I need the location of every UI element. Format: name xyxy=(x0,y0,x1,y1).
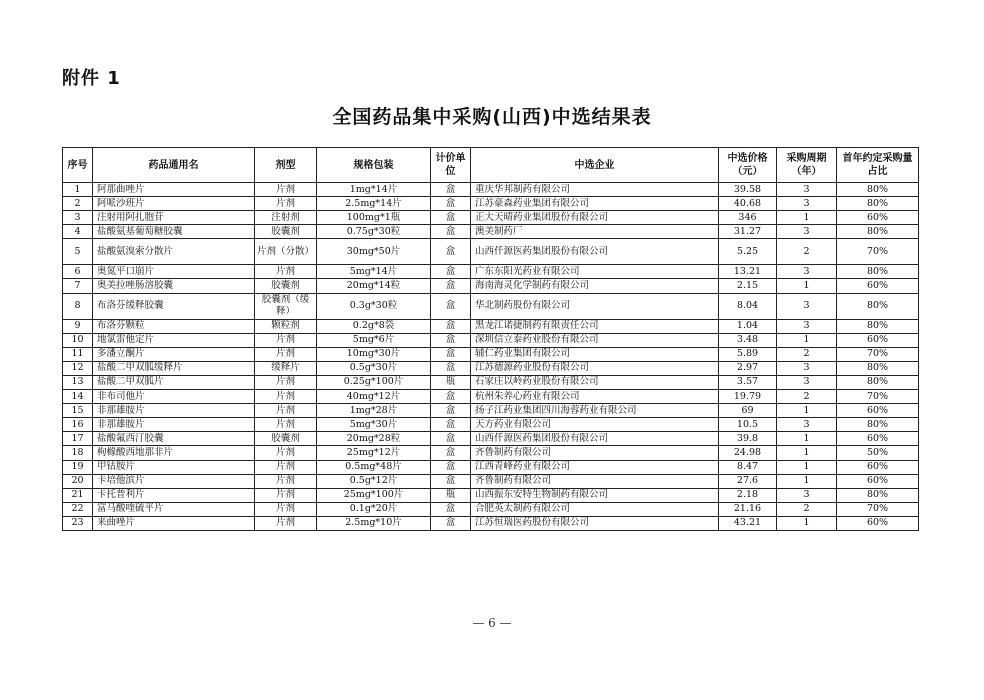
cell-company: 深圳信立泰药业股份有限公司 xyxy=(471,333,719,347)
table-row xyxy=(63,183,919,197)
cell-unit: 盒 xyxy=(431,347,471,361)
cell-form: 胶囊剂（缓释） xyxy=(255,293,317,319)
cell-spec: 2.5mg*10片 xyxy=(317,516,431,530)
cell-price: 2.97 xyxy=(719,361,777,375)
cell-price: 1.04 xyxy=(719,319,777,333)
cell-form: 胶囊剂 xyxy=(255,225,317,239)
cell-ratio: 60% xyxy=(837,279,919,293)
table-row xyxy=(63,239,919,265)
cell-unit: 盒 xyxy=(431,225,471,239)
cell-name: 注射用阿扎胞苷 xyxy=(93,211,255,225)
cell-name: 盐酸二甲双胍片 xyxy=(93,375,255,389)
cell-ratio: 50% xyxy=(837,446,919,460)
cell-unit: 盒 xyxy=(431,293,471,319)
table-row xyxy=(63,432,919,446)
cell-cycle: 1 xyxy=(777,333,837,347)
cell-no: 12 xyxy=(63,361,93,375)
cell-company: 辅仁药业集团有限公司 xyxy=(471,347,719,361)
cell-company: 江西青峰药业有限公司 xyxy=(471,460,719,474)
cell-company: 杭州朱养心药业有限公司 xyxy=(471,390,719,404)
cell-no: 11 xyxy=(63,347,93,361)
cell-cycle: 1 xyxy=(777,404,837,418)
cell-unit: 盒 xyxy=(431,333,471,347)
table-row xyxy=(63,390,919,404)
cell-form: 片剂（分散） xyxy=(255,239,317,265)
cell-unit: 盒 xyxy=(431,418,471,432)
cell-cycle: 3 xyxy=(777,488,837,502)
cell-name: 卡托普利片 xyxy=(93,488,255,502)
cell-no: 21 xyxy=(63,488,93,502)
table-row xyxy=(63,333,919,347)
cell-price: 21.16 xyxy=(719,502,777,516)
cell-form: 片剂 xyxy=(255,404,317,418)
cell-form: 片剂 xyxy=(255,333,317,347)
table-row xyxy=(63,418,919,432)
attachment-label: 附件 1 xyxy=(62,68,121,89)
cell-cycle: 1 xyxy=(777,516,837,530)
cell-ratio: 70% xyxy=(837,390,919,404)
cell-ratio: 80% xyxy=(837,265,919,279)
cell-company: 江苏德源药业股份有限公司 xyxy=(471,361,719,375)
cell-unit: 盒 xyxy=(431,432,471,446)
cell-ratio: 60% xyxy=(837,432,919,446)
cell-no: 18 xyxy=(63,446,93,460)
cell-cycle: 3 xyxy=(777,418,837,432)
cell-cycle: 2 xyxy=(777,239,837,265)
cell-company: 齐鲁制药有限公司 xyxy=(471,474,719,488)
cell-company: 华北制药股份有限公司 xyxy=(471,293,719,319)
cell-price: 19.79 xyxy=(719,390,777,404)
cell-company: 江苏恒瑞医药股份有限公司 xyxy=(471,516,719,530)
cell-spec: 30mg*50片 xyxy=(317,239,431,265)
table-row xyxy=(63,361,919,375)
cell-cycle: 1 xyxy=(777,474,837,488)
cell-price: 10.5 xyxy=(719,418,777,432)
cell-price: 8.04 xyxy=(719,293,777,319)
cell-cycle: 1 xyxy=(777,279,837,293)
cell-form: 片剂 xyxy=(255,375,317,389)
cell-price: 3.57 xyxy=(719,375,777,389)
cell-unit: 盒 xyxy=(431,446,471,460)
cell-spec: 0.5g*30片 xyxy=(317,361,431,375)
cell-spec: 20mg*14粒 xyxy=(317,279,431,293)
cell-price: 2.15 xyxy=(719,279,777,293)
col-header-no: 序号 xyxy=(63,148,93,183)
cell-cycle: 3 xyxy=(777,375,837,389)
cell-spec: 1mg*14片 xyxy=(317,183,431,197)
cell-cycle: 3 xyxy=(777,293,837,319)
cell-ratio: 60% xyxy=(837,460,919,474)
cell-price: 24.98 xyxy=(719,446,777,460)
table-row xyxy=(63,197,919,211)
cell-ratio: 60% xyxy=(837,474,919,488)
cell-name: 甲钴胺片 xyxy=(93,460,255,474)
col-header-form: 剂型 xyxy=(255,148,317,183)
cell-unit: 盒 xyxy=(431,502,471,516)
cell-name: 奥氮平口崩片 xyxy=(93,265,255,279)
cell-unit: 盒 xyxy=(431,211,471,225)
cell-ratio: 70% xyxy=(837,502,919,516)
cell-no: 8 xyxy=(63,293,93,319)
cell-no: 7 xyxy=(63,279,93,293)
cell-ratio: 80% xyxy=(837,293,919,319)
results-table xyxy=(62,147,919,531)
cell-form: 胶囊剂 xyxy=(255,432,317,446)
cell-no: 17 xyxy=(63,432,93,446)
cell-no: 2 xyxy=(63,197,93,211)
cell-spec: 5mg*14片 xyxy=(317,265,431,279)
cell-cycle: 3 xyxy=(777,319,837,333)
cell-no: 15 xyxy=(63,404,93,418)
cell-name: 奥美拉唑肠溶胶囊 xyxy=(93,279,255,293)
col-header-price: 中选价格（元） xyxy=(719,148,777,183)
cell-ratio: 60% xyxy=(837,211,919,225)
cell-company: 齐鲁制药有限公司 xyxy=(471,446,719,460)
table-header-row xyxy=(63,148,919,183)
cell-no: 20 xyxy=(63,474,93,488)
cell-company: 山西仟源医药集团股份有限公司 xyxy=(471,239,719,265)
cell-no: 23 xyxy=(63,516,93,530)
table-row xyxy=(63,211,919,225)
cell-unit: 盒 xyxy=(431,183,471,197)
cell-ratio: 80% xyxy=(837,183,919,197)
cell-name: 盐酸二甲双胍缓释片 xyxy=(93,361,255,375)
cell-ratio: 80% xyxy=(837,225,919,239)
cell-name: 布洛芬缓释胶囊 xyxy=(93,293,255,319)
cell-form: 片剂 xyxy=(255,474,317,488)
cell-price: 27.6 xyxy=(719,474,777,488)
cell-ratio: 80% xyxy=(837,361,919,375)
cell-cycle: 2 xyxy=(777,502,837,516)
cell-spec: 25mg*100片 xyxy=(317,488,431,502)
cell-name: 富马酸喹硫平片 xyxy=(93,502,255,516)
cell-ratio: 80% xyxy=(837,488,919,502)
cell-spec: 5mg*6片 xyxy=(317,333,431,347)
cell-unit: 盒 xyxy=(431,460,471,474)
cell-form: 胶囊剂 xyxy=(255,279,317,293)
cell-no: 13 xyxy=(63,375,93,389)
cell-name: 非那雄胺片 xyxy=(93,404,255,418)
cell-unit: 瓶 xyxy=(431,488,471,502)
cell-spec: 5mg*30片 xyxy=(317,418,431,432)
cell-no: 9 xyxy=(63,319,93,333)
table-row xyxy=(63,347,919,361)
cell-name: 卡培他滨片 xyxy=(93,474,255,488)
cell-unit: 盒 xyxy=(431,279,471,293)
cell-form: 片剂 xyxy=(255,418,317,432)
cell-no: 14 xyxy=(63,390,93,404)
cell-form: 片剂 xyxy=(255,460,317,474)
cell-no: 10 xyxy=(63,333,93,347)
cell-unit: 盒 xyxy=(431,404,471,418)
cell-company: 澳美制药厂 xyxy=(471,225,719,239)
cell-no: 5 xyxy=(63,239,93,265)
cell-name: 盐酸氨溴索分散片 xyxy=(93,239,255,265)
cell-company: 重庆华邦制药有限公司 xyxy=(471,183,719,197)
cell-cycle: 1 xyxy=(777,211,837,225)
cell-company: 山西仟源医药集团股份有限公司 xyxy=(471,432,719,446)
cell-company: 扬子江药业集团四川海蓉药业有限公司 xyxy=(471,404,719,418)
cell-price: 43.21 xyxy=(719,516,777,530)
cell-unit: 盒 xyxy=(431,474,471,488)
table-row xyxy=(63,225,919,239)
cell-unit: 盒 xyxy=(431,239,471,265)
table-row xyxy=(63,265,919,279)
table-row xyxy=(63,446,919,460)
cell-spec: 10mg*30片 xyxy=(317,347,431,361)
cell-spec: 0.75g*30粒 xyxy=(317,225,431,239)
cell-cycle: 1 xyxy=(777,432,837,446)
cell-company: 江苏豪森药业集团有限公司 xyxy=(471,197,719,211)
cell-name: 阿那曲唑片 xyxy=(93,183,255,197)
cell-spec: 0.2g*8袋 xyxy=(317,319,431,333)
cell-form: 注射剂 xyxy=(255,211,317,225)
page-number: — 6 — xyxy=(472,616,512,630)
cell-price: 3.48 xyxy=(719,333,777,347)
cell-ratio: 60% xyxy=(837,333,919,347)
cell-name: 阿哌沙班片 xyxy=(93,197,255,211)
cell-company: 山西振东安特生物制药有限公司 xyxy=(471,488,719,502)
cell-cycle: 2 xyxy=(777,390,837,404)
cell-spec: 1mg*28片 xyxy=(317,404,431,418)
col-header-company: 中选企业 xyxy=(471,148,719,183)
cell-company: 合肥英太制药有限公司 xyxy=(471,502,719,516)
table-row xyxy=(63,404,919,418)
cell-cycle: 3 xyxy=(777,265,837,279)
cell-price: 39.8 xyxy=(719,432,777,446)
cell-cycle: 1 xyxy=(777,460,837,474)
cell-spec: 0.5mg*48片 xyxy=(317,460,431,474)
cell-unit: 盒 xyxy=(431,361,471,375)
table-row xyxy=(63,516,919,530)
table-row xyxy=(63,460,919,474)
table-row xyxy=(63,279,919,293)
table-row xyxy=(63,375,919,389)
cell-unit: 盒 xyxy=(431,265,471,279)
cell-form: 片剂 xyxy=(255,390,317,404)
table-row xyxy=(63,293,919,319)
cell-form: 片剂 xyxy=(255,347,317,361)
cell-name: 盐酸氟西汀胶囊 xyxy=(93,432,255,446)
cell-cycle: 1 xyxy=(777,446,837,460)
cell-unit: 瓶 xyxy=(431,375,471,389)
cell-price: 31.27 xyxy=(719,225,777,239)
cell-company: 黑龙江诺捷制药有限责任公司 xyxy=(471,319,719,333)
cell-no: 22 xyxy=(63,502,93,516)
cell-price: 40.68 xyxy=(719,197,777,211)
table-row xyxy=(63,502,919,516)
cell-price: 39.58 xyxy=(719,183,777,197)
cell-spec: 0.3g*30粒 xyxy=(317,293,431,319)
cell-price: 5.25 xyxy=(719,239,777,265)
cell-name: 布洛芬颗粒 xyxy=(93,319,255,333)
cell-spec: 100mg*1瓶 xyxy=(317,211,431,225)
cell-form: 片剂 xyxy=(255,197,317,211)
cell-cycle: 3 xyxy=(777,361,837,375)
cell-form: 片剂 xyxy=(255,516,317,530)
cell-spec: 25mg*12片 xyxy=(317,446,431,460)
cell-form: 片剂 xyxy=(255,265,317,279)
cell-no: 6 xyxy=(63,265,93,279)
cell-ratio: 70% xyxy=(837,347,919,361)
cell-name: 地氯雷他定片 xyxy=(93,333,255,347)
cell-price: 13.21 xyxy=(719,265,777,279)
cell-company: 天方药业有限公司 xyxy=(471,418,719,432)
cell-name: 盐酸氨基葡萄糖胶囊 xyxy=(93,225,255,239)
cell-no: 19 xyxy=(63,460,93,474)
cell-unit: 盒 xyxy=(431,516,471,530)
cell-form: 颗粒剂 xyxy=(255,319,317,333)
cell-no: 1 xyxy=(63,183,93,197)
cell-spec: 20mg*28粒 xyxy=(317,432,431,446)
cell-ratio: 80% xyxy=(837,418,919,432)
cell-company: 广东东阳光药业有限公司 xyxy=(471,265,719,279)
cell-name: 枸橼酸西地那非片 xyxy=(93,446,255,460)
cell-form: 片剂 xyxy=(255,502,317,516)
cell-cycle: 3 xyxy=(777,183,837,197)
col-header-name: 药品通用名 xyxy=(93,148,255,183)
cell-form: 缓释片 xyxy=(255,361,317,375)
table-row xyxy=(63,319,919,333)
cell-name: 非布司他片 xyxy=(93,390,255,404)
cell-spec: 0.1g*20片 xyxy=(317,502,431,516)
col-header-cycle: 采购周期（年） xyxy=(777,148,837,183)
table-row xyxy=(63,488,919,502)
cell-ratio: 80% xyxy=(837,375,919,389)
cell-unit: 盒 xyxy=(431,197,471,211)
col-header-ratio: 首年约定采购量占比 xyxy=(837,148,919,183)
cell-ratio: 80% xyxy=(837,197,919,211)
cell-name: 来曲唑片 xyxy=(93,516,255,530)
cell-name: 非那雄胺片 xyxy=(93,418,255,432)
col-header-spec: 规格包装 xyxy=(317,148,431,183)
cell-company: 海南海灵化学制药有限公司 xyxy=(471,279,719,293)
cell-spec: 2.5mg*14片 xyxy=(317,197,431,211)
cell-ratio: 80% xyxy=(837,319,919,333)
cell-price: 8.47 xyxy=(719,460,777,474)
cell-price: 5.89 xyxy=(719,347,777,361)
cell-form: 片剂 xyxy=(255,446,317,460)
cell-spec: 40mg*12片 xyxy=(317,390,431,404)
cell-company: 正大天晴药业集团股份有限公司 xyxy=(471,211,719,225)
table-row xyxy=(63,474,919,488)
cell-price: 69 xyxy=(719,404,777,418)
cell-name: 多潘立酮片 xyxy=(93,347,255,361)
cell-cycle: 3 xyxy=(777,225,837,239)
cell-unit: 盒 xyxy=(431,319,471,333)
cell-no: 3 xyxy=(63,211,93,225)
cell-no: 4 xyxy=(63,225,93,239)
cell-price: 2.18 xyxy=(719,488,777,502)
col-header-unit: 计价单位 xyxy=(431,148,471,183)
cell-unit: 盒 xyxy=(431,390,471,404)
cell-cycle: 2 xyxy=(777,347,837,361)
cell-spec: 0.5g*12片 xyxy=(317,474,431,488)
cell-no: 16 xyxy=(63,418,93,432)
cell-spec: 0.25g*100片 xyxy=(317,375,431,389)
cell-form: 片剂 xyxy=(255,488,317,502)
cell-cycle: 3 xyxy=(777,197,837,211)
cell-form: 片剂 xyxy=(255,183,317,197)
cell-price: 346 xyxy=(719,211,777,225)
page-title: 全国药品集中采购(山西)中选结果表 xyxy=(332,106,652,128)
cell-ratio: 60% xyxy=(837,404,919,418)
cell-ratio: 60% xyxy=(837,516,919,530)
cell-ratio: 70% xyxy=(837,239,919,265)
cell-company: 石家庄以岭药业股份有限公司 xyxy=(471,375,719,389)
